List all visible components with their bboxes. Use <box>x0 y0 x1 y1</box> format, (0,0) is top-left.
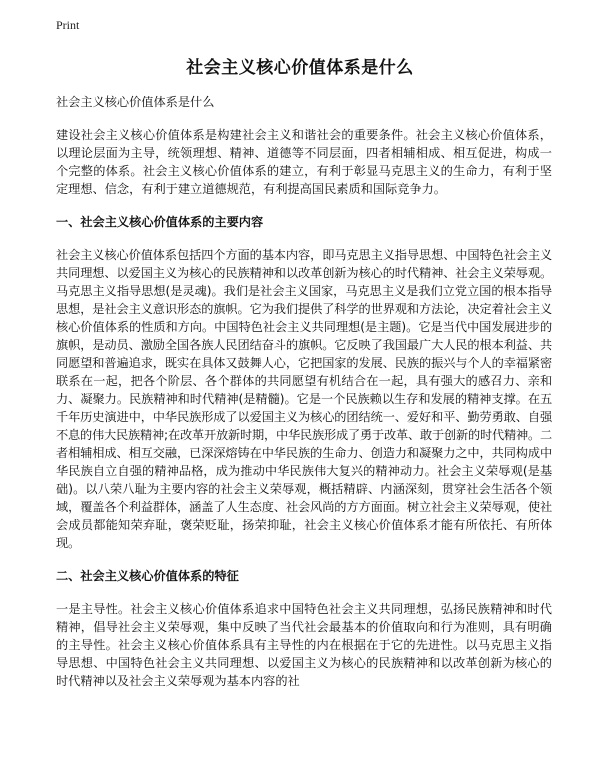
intro-paragraph: 建设社会主义核心价值体系是构建社会主义和谐社会的重要条件。社会主义核心价值体系，以理论层面为主导，统领理想、精神、道德等不同层面，四者相辅相成、相互促进，构成一个完整的体系。社会主义核心价值体系的建立，有利于彰显马克思主义的生命力，有利于坚定理想、信念，有利于建立道德规范，有利提高国民素质和国际竞争力。 <box>56 128 552 196</box>
document-subtitle: 社会主义核心价值体系是什么 <box>56 95 215 109</box>
page-title: 社会主义核心价值体系是什么 <box>186 58 414 78</box>
print-link[interactable]: Print <box>56 18 80 32</box>
section-body-main-content: 社会主义核心价值体系包括四个方面的基本内容，即马克思主义指导思想、中国特色社会主义共同理想、以爱国主义为核心的民族精神和以改革创新为核心的时代精神、社会主义荣辱观。马克思主义指导思想(是灵魂)。我们是社会主义国家，马克思主义是我们立党立国的根本指导思想，是社会主义意识形态的旗帜。它为我们提供了科学的世界观和方法论，决定着社会主义核心价值体系的性质和方向。中国特色社会主义共同理想(是主题)。它是当代中国发展进步的旗帜，是动员、激励全国各族人民团结奋斗的旗帜。它反映了我国最广大人民的根本利益、共同愿望和普遍追求，既实在具体又鼓舞人心，它把国家的发展、民族的振兴与个人的幸福紧密联系在一起，把各个阶层、各个群体的共同愿望有机结合在一起，具有强大的感召力、亲和力、凝聚力。民族精神和时代精神(是精髓)。它是一个民族赖以生存和发展的精神支撑。在五千年历史演进中，中华民族形成了以爱国主义为核心的团结统一、爱好和平、勤劳勇敢、自强不息的伟大民族精神;在改革开放新时期，中华民族形成了勇于改革、敢于创新的时代精神。二者相辅相成、相互交融，已深深熔铸在中华民族的生命力、创造力和凝聚力之中，共同构成中华民族自立自强的精神品格，成为推动中华民族伟大复兴的精神动力。社会主义荣辱观(是基础)。以八荣八耻为主要内容的社会主义荣辱观，概括精辟、内涵深刻，贯穿社会生活各个领域，覆盖各个利益群体，涵盖了人生态度、社会风尚的方方面面。树立社会主义荣辱观，使社会成员都能知荣弃耻，褒荣贬耻，扬荣抑耻，社会主义核心价值体系才能有所依托、有所体现。 <box>56 248 552 550</box>
section-heading-characteristics: 二、社会主义核心价值体系的特征 <box>56 569 239 583</box>
section-body-characteristics: 一是主导性。社会主义核心价值体系追求中国特色社会主义共同理想，弘扬民族精神和时代精神，倡导社会主义荣辱观，集中反映了当代社会最基本的价值取向和行为准则，具有明确的主导性。社会主义核心价值体系具有主导性的内在根据在于它的先进性。以马克思主义指导思想、中国特色社会主义共同理想、以爱国主义为核心的民族精神和以改革创新为核心的时代精神以及社会主义荣辱观为基本内容的社 <box>56 602 552 688</box>
section-heading-main-content: 一、社会主义核心价值体系的主要内容 <box>56 215 264 229</box>
document-body <box>56 93 552 705</box>
